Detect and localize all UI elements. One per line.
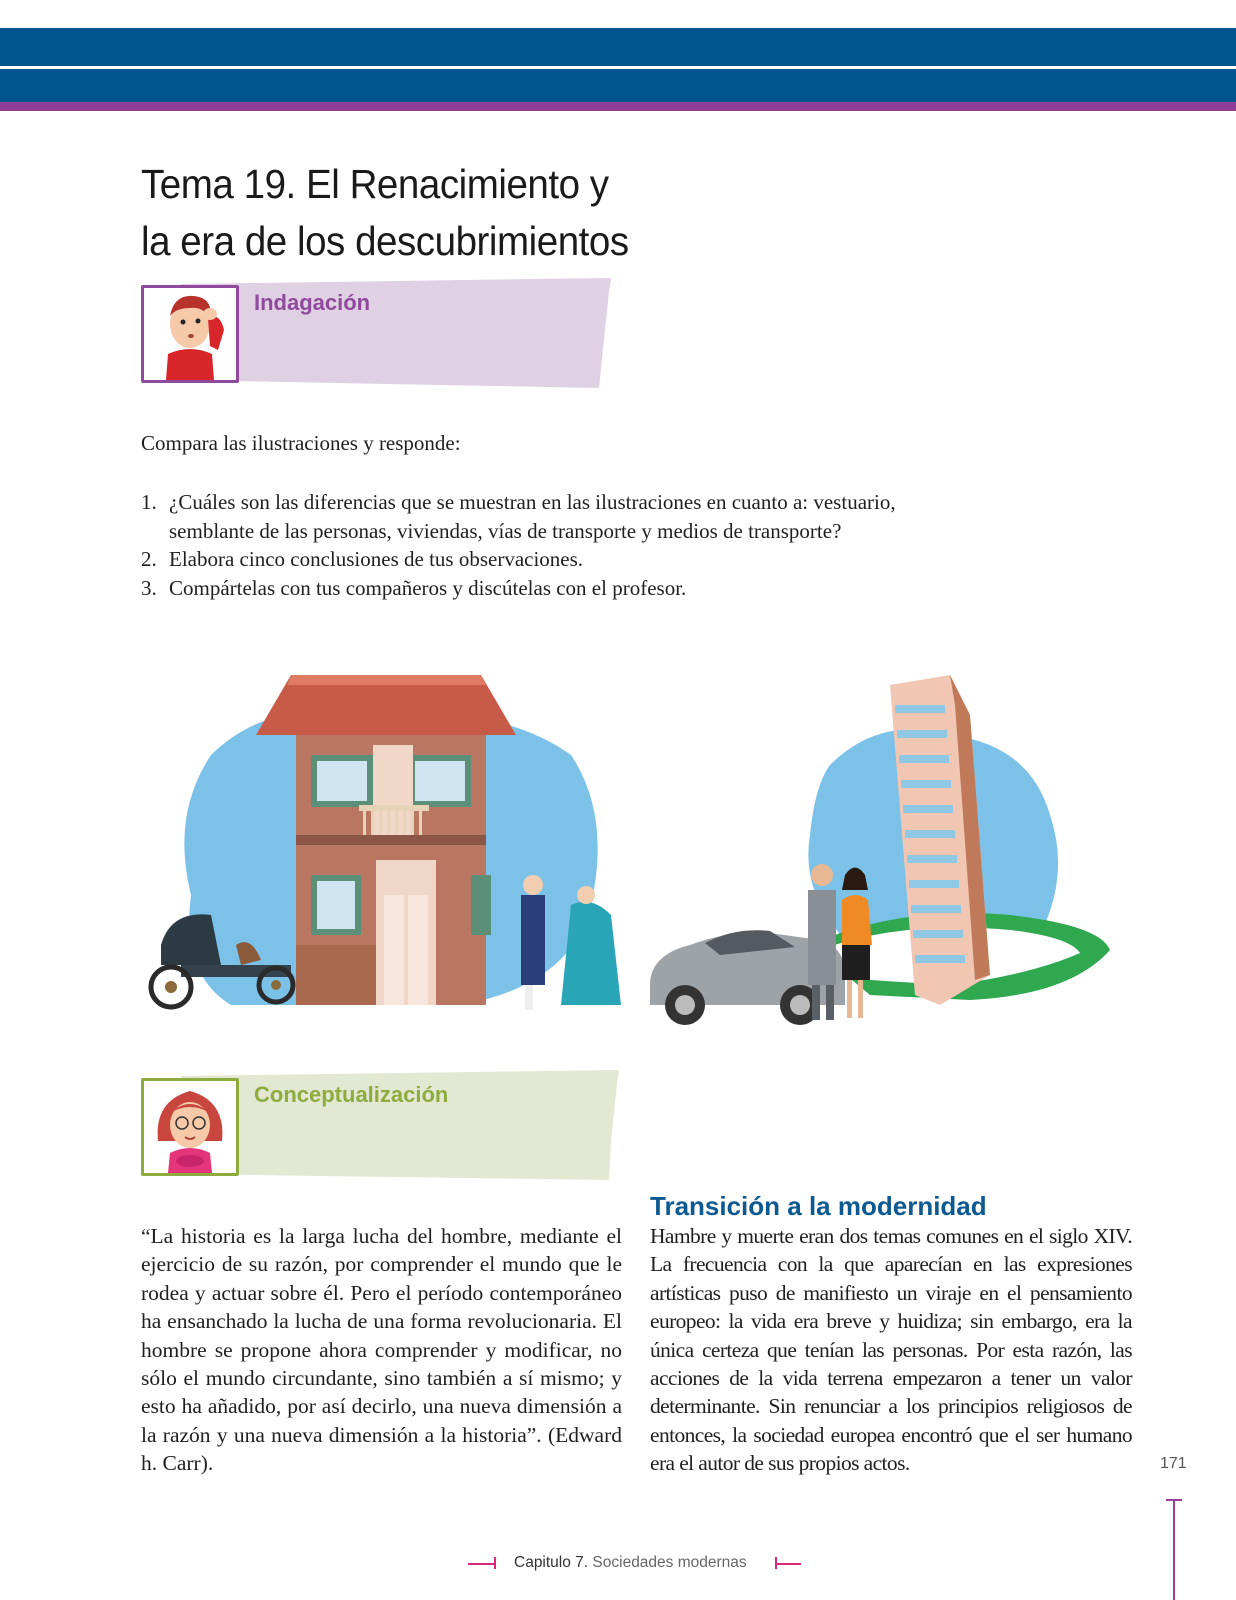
list-item — [141, 545, 921, 574]
header-band-top — [0, 28, 1236, 66]
thinking-boy-icon — [144, 288, 236, 380]
old-house-illustration — [141, 675, 623, 1035]
list-item — [141, 574, 921, 603]
question-number: 3. — [141, 575, 157, 600]
question-number: 2. — [141, 547, 157, 571]
header-band-purple — [0, 102, 1236, 111]
page-title-line2: la era de los descubrimientos — [141, 218, 629, 264]
page-title — [141, 156, 799, 270]
footer-right-rule — [775, 1563, 801, 1565]
page-title-line1: Tema 19. El Renacimiento y — [141, 161, 609, 207]
question-text: Compártelas con tus compañeros y discútelas con el profesor. — [169, 575, 687, 600]
question-text: ¿Cuáles son las diferencias que se muestran en las ilustraciones en cuanto a: vestuario, semblante de las personas, viviendas, vías de transporte y medios de transporte? — [169, 490, 896, 543]
skyscraper-illustration — [650, 675, 1120, 1045]
questions-list — [141, 488, 921, 602]
edward-carr-quote: “La historia es la larga lucha del hombre, mediante el ejercicio de su razón, por comprender el mundo que le rodea y actuar sobre él. Pero el período contemporáneo ha ensanchado la lucha de una forma revolucionaria. El hombre se propone ahora comprender y modificar, no sólo el mundo circundante, sino también a sí mismo; y esto ha añadido, por así decirlo, una nueva dimensión a la razón y una nueva dimensión a la historia”. (Edward h. Carr). — [141, 1224, 622, 1476]
indagacion-avatar — [141, 285, 239, 383]
footer — [460, 1552, 820, 1576]
conceptualizacion-avatar — [141, 1078, 239, 1176]
question-number: 1. — [141, 490, 157, 514]
footer-left-rule-cap — [494, 1557, 496, 1569]
footer-chapter-title: Sociedades modernas — [588, 1554, 747, 1571]
margin-line — [1173, 1500, 1175, 1600]
footer-chapter — [514, 1554, 747, 1572]
activity-prompt: Compara las ilustraciones y responde: — [141, 431, 461, 455]
section-body: Hambre y muerte eran dos temas comunes en el siglo XIV. La frecuencia con la que aparecían en las expresiones artísticas puso de manifiesto un viraje en el pensamiento europeo: la vida era breve y huidiza; sin embargo, era la única certeza que tenían las personas. Por esta razón, las acciones de la vida terrena empezaron a tener un valor determinante. Sin renunciar a los principios religiosos de entonces, la sociedad europea encontró que el ser humano era el autor de sus propios actos. — [650, 1224, 1132, 1476]
conceptualizacion-box — [141, 1070, 623, 1182]
footer-left-rule — [468, 1563, 494, 1565]
question-text: Elabora cinco conclusiones de tus observaciones. — [169, 547, 584, 571]
list-item — [141, 488, 921, 545]
section-heading: Transición a la modernidad — [650, 1191, 987, 1221]
conceptualizacion-label: Conceptualización — [254, 1082, 449, 1107]
footer-chapter-number: Capitulo 7. — [514, 1554, 589, 1571]
indagacion-box — [141, 278, 623, 390]
header-band-middle — [0, 69, 1236, 102]
girl-glasses-icon — [144, 1081, 236, 1173]
page-number: 171 — [1160, 1455, 1187, 1472]
indagacion-label: Indagación — [254, 290, 371, 315]
